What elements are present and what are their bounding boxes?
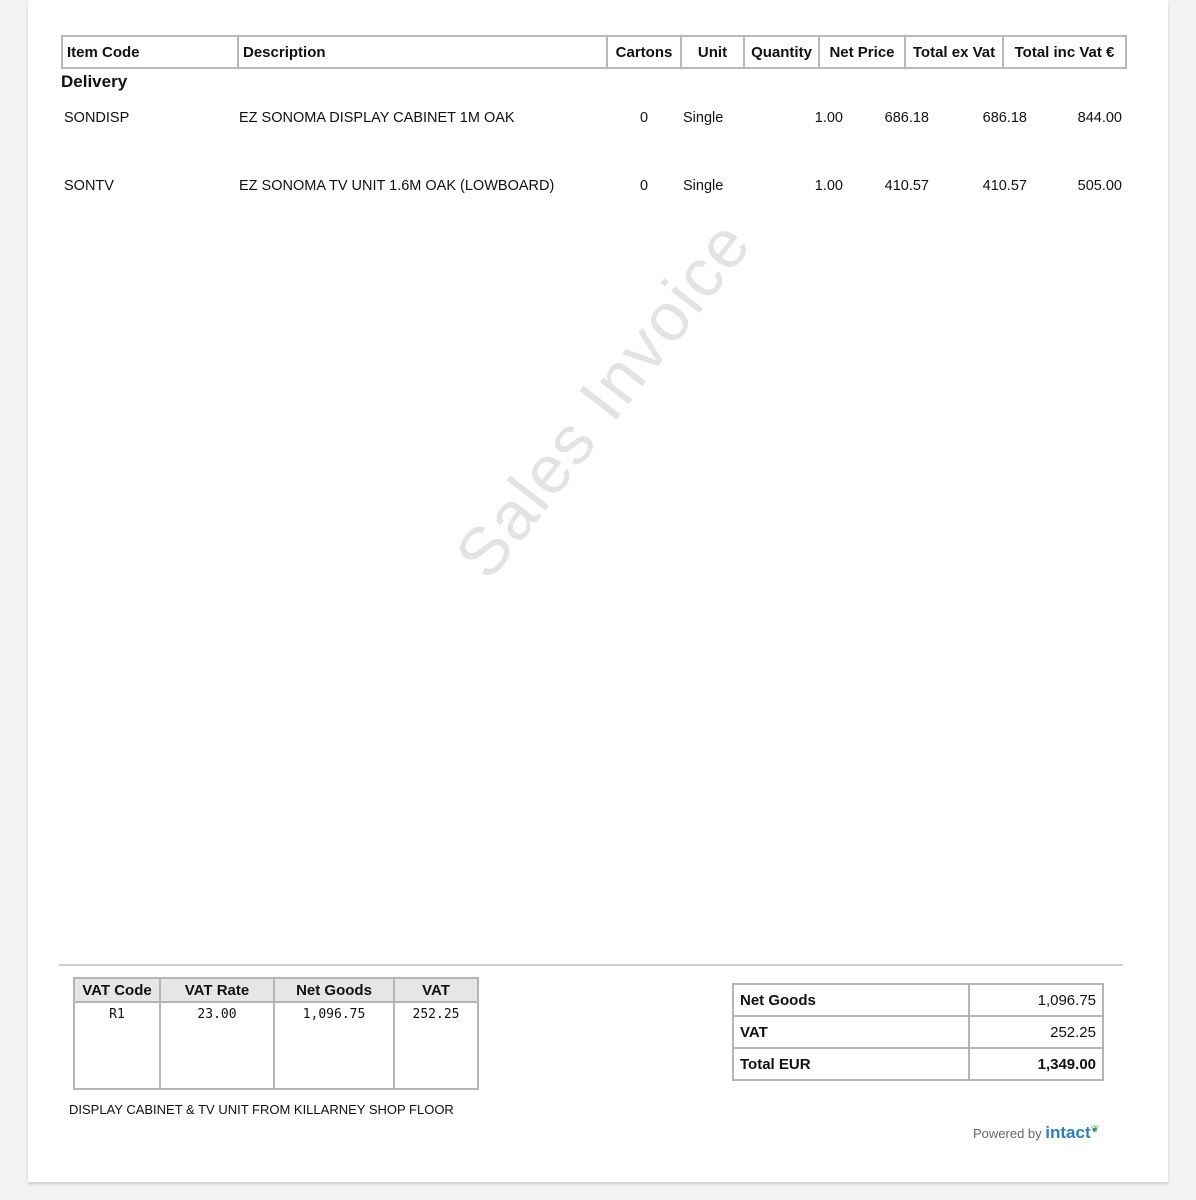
divider	[59, 964, 1123, 966]
items-header-row	[62, 36, 1126, 68]
invoice-note: DISPLAY CABINET & TV UNIT FROM KILLARNEY SHOP FLOOR	[69, 1102, 454, 1117]
item-unit: Single	[683, 178, 724, 194]
header-total-inc-vat: Total inc Vat €	[1003, 36, 1126, 68]
header-unit: Unit	[681, 36, 744, 68]
vat-header-row	[74, 978, 478, 1002]
item-description: EZ SONOMA DISPLAY CABINET 1M OAK	[239, 110, 515, 126]
header-item-code: Item Code	[62, 36, 238, 68]
header-quantity: Quantity	[744, 36, 819, 68]
totals-vat-value: 252.25	[969, 1016, 1103, 1048]
item-net-price: 410.57	[884, 178, 929, 194]
header-description: Description	[238, 36, 607, 68]
item-description: EZ SONOMA TV UNIT 1.6M OAK (LOWBOARD)	[239, 178, 555, 194]
item-total-inc-vat: 844.00	[1077, 110, 1122, 126]
powered-by	[973, 1123, 1099, 1143]
header-net-price: Net Price	[819, 36, 905, 68]
vat-table	[73, 977, 479, 1090]
invoice-page	[28, 0, 1168, 1182]
item-total-inc-vat: 505.00	[1077, 178, 1122, 194]
vat-rate: 23.00	[160, 1002, 274, 1089]
intact-logo: intact	[1045, 1123, 1091, 1142]
item-cartons: 0	[640, 178, 649, 194]
vat-header-rate: VAT Rate	[160, 978, 274, 1002]
totals-vat-label: VAT	[733, 1016, 969, 1048]
items-table	[61, 35, 1127, 69]
item-code: SONTV	[64, 178, 114, 194]
vat-amount: 252.25	[394, 1002, 478, 1089]
vat-net-goods: 1,096.75	[274, 1002, 394, 1089]
vat-row	[74, 1002, 478, 1089]
item-cartons: 0	[640, 110, 649, 126]
totals-net-goods-label: Net Goods	[733, 984, 969, 1016]
totals-total-value: 1,349.00	[969, 1048, 1103, 1080]
totals-row-vat	[733, 1016, 1103, 1048]
item-total-ex-vat: 686.18	[982, 110, 1027, 126]
totals-table	[732, 983, 1104, 1081]
item-unit: Single	[683, 110, 724, 126]
totals-net-goods-value: 1,096.75	[969, 984, 1103, 1016]
header-cartons: Cartons	[607, 36, 681, 68]
item-quantity: 1.00	[814, 110, 843, 126]
leaf-icon: ❦	[1090, 1124, 1100, 1136]
totals-total-label: Total EUR	[733, 1048, 969, 1080]
vat-header-vat: VAT	[394, 978, 478, 1002]
item-total-ex-vat: 410.57	[982, 178, 1027, 194]
powered-by-prefix: Powered by	[973, 1126, 1042, 1141]
vat-header-code: VAT Code	[74, 978, 160, 1002]
header-total-ex-vat: Total ex Vat	[905, 36, 1003, 68]
watermark: Sales Invoice	[440, 206, 766, 592]
vat-code: R1	[74, 1002, 160, 1089]
vat-header-net-goods: Net Goods	[274, 978, 394, 1002]
totals-row-total	[733, 1048, 1103, 1080]
item-net-price: 686.18	[884, 110, 929, 126]
item-code: SONDISP	[64, 110, 130, 126]
section-label-delivery: Delivery	[61, 72, 128, 91]
totals-row-net-goods	[733, 984, 1103, 1016]
item-quantity: 1.00	[814, 178, 843, 194]
